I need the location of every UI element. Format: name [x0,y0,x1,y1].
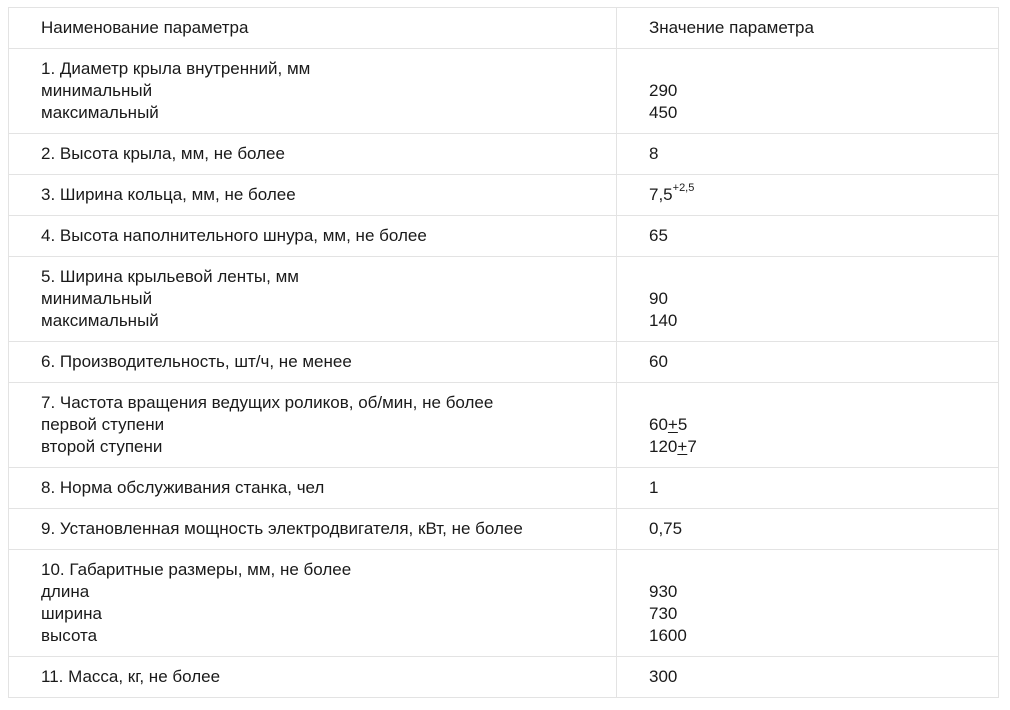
param-value: 60 [649,415,668,434]
param-value: 300 [649,667,678,686]
param-sub-label: минимальный [41,81,153,100]
param-title: 6. Производительность, шт/ч, не менее [41,352,352,371]
param-sub-label: максимальный [41,311,159,330]
param-name-cell [9,257,617,342]
header-parameter-value: Значение параметра [617,8,999,49]
param-title: 10. Габаритные размеры, мм, не более [41,560,352,579]
table-row [9,342,999,383]
param-value: 8 [649,144,659,163]
param-value-cell [617,257,999,342]
param-name-cell [9,657,617,698]
param-sub-label: максимальный [41,103,159,122]
param-value: 7,5 [649,185,673,204]
param-value-cell [617,342,999,383]
param-value-cell [617,49,999,134]
table-row [9,257,999,342]
plus-minus-sign: + [677,437,688,456]
param-value: 1 [649,478,659,497]
param-value: 730 [649,604,678,623]
table-row [9,383,999,468]
param-value: 290 [649,81,678,100]
param-name-cell [9,216,617,257]
param-value-cell [617,657,999,698]
parameters-table-container [8,7,998,698]
param-title: 2. Высота крыла, мм, не более [41,144,285,163]
table-row [9,134,999,175]
param-value-cell [617,509,999,550]
param-name-cell [9,134,617,175]
param-value-with-tolerance [649,184,998,206]
param-name-cell [9,342,617,383]
table-header-row [9,8,999,49]
param-title: 1. Диаметр крыла внутренний, мм [41,59,311,78]
table-row [9,175,999,216]
param-name-cell [9,509,617,550]
param-title: 9. Установленная мощность электродвигателя, кВт, не более [41,519,523,538]
param-title: 7. Частота вращения ведущих роликов, об/мин, не более [41,393,494,412]
table-row [9,216,999,257]
tolerance-superscript: +2,5 [672,182,695,195]
param-value-with-tolerance [649,436,998,458]
param-sub-label: высота [41,626,98,645]
param-name-cell [9,49,617,134]
tolerance-value: 7 [687,437,697,456]
param-value: 140 [649,311,678,330]
param-value-cell [617,383,999,468]
table-row [9,509,999,550]
param-title: 3. Ширина кольца, мм, не более [41,185,296,204]
table-row [9,49,999,134]
header-parameter-name: Наименование параметра [9,8,617,49]
param-value: 930 [649,582,678,601]
param-value-cell [617,134,999,175]
param-title: 11. Масса, кг, не более [41,667,221,686]
param-value-cell [617,175,999,216]
param-name-cell [9,550,617,657]
param-sub-label: ширина [41,604,102,623]
param-sub-label: длина [41,582,90,601]
param-value: 90 [649,289,668,308]
param-sub-label: первой ступени [41,415,165,434]
table-row [9,550,999,657]
param-sub-label: минимальный [41,289,153,308]
param-value-with-tolerance [649,414,998,436]
param-title: 8. Норма обслуживания станка, чел [41,478,325,497]
param-name-cell [9,468,617,509]
param-sub-label: второй ступени [41,437,163,456]
param-title: 4. Высота наполнительного шнура, мм, не более [41,226,427,245]
parameters-table [8,7,999,698]
table-row [9,468,999,509]
param-value: 65 [649,226,668,245]
param-value: 120 [649,437,678,456]
param-value-cell [617,468,999,509]
param-title: 5. Ширина крыльевой ленты, мм [41,267,299,286]
table-row [9,657,999,698]
param-value: 0,75 [649,519,683,538]
param-value: 60 [649,352,668,371]
param-value: 450 [649,103,678,122]
param-value-cell [617,216,999,257]
tolerance-value: 5 [677,415,688,434]
param-name-cell [9,383,617,468]
plus-minus-sign: + [667,415,678,434]
param-value: 1600 [649,626,687,645]
param-name-cell [9,175,617,216]
param-value-cell [617,550,999,657]
